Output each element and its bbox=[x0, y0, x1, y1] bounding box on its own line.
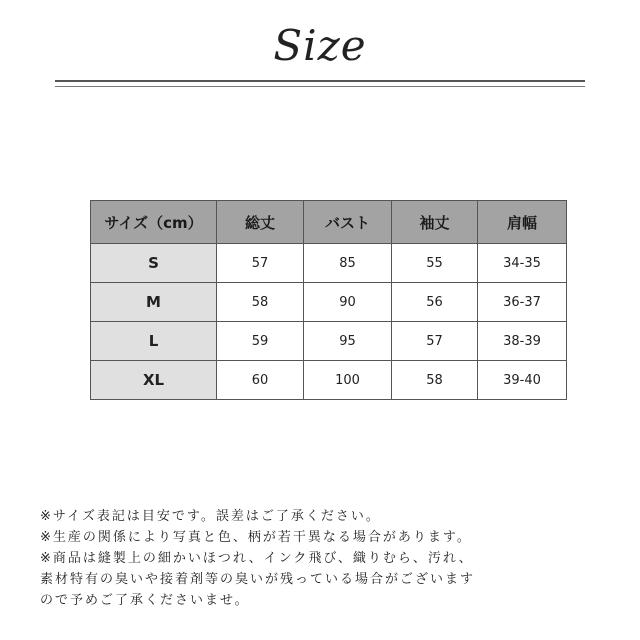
table-header-row bbox=[91, 201, 567, 244]
row-size-label: S bbox=[91, 244, 217, 283]
note-line: ※商品は縫製上の細かいほつれ、インク飛び、織りむら、汚れ、 bbox=[40, 551, 474, 566]
cell-length: 57 bbox=[217, 244, 304, 283]
title-divider-thin bbox=[55, 86, 585, 87]
cell-shoulder: 38-39 bbox=[478, 322, 567, 361]
row-size-label: M bbox=[91, 283, 217, 322]
cell-bust: 100 bbox=[304, 361, 392, 400]
table-row bbox=[91, 244, 567, 283]
cell-length: 60 bbox=[217, 361, 304, 400]
cell-bust: 95 bbox=[304, 322, 392, 361]
size-table bbox=[90, 200, 567, 400]
row-size-label: L bbox=[91, 322, 217, 361]
cell-shoulder: 39-40 bbox=[478, 361, 567, 400]
header-bust: バスト bbox=[304, 201, 392, 244]
table-row bbox=[91, 283, 567, 322]
cell-sleeve: 55 bbox=[392, 244, 478, 283]
cell-sleeve: 58 bbox=[392, 361, 478, 400]
table-row bbox=[91, 322, 567, 361]
cell-sleeve: 56 bbox=[392, 283, 478, 322]
cell-shoulder: 36-37 bbox=[478, 283, 567, 322]
note-line: ※サイズ表記は目安です。誤差はご了承ください。 bbox=[40, 509, 381, 524]
cell-shoulder: 34-35 bbox=[478, 244, 567, 283]
cell-bust: 90 bbox=[304, 283, 392, 322]
note-line: ので予めご了承くださいませ。 bbox=[40, 593, 250, 608]
cell-sleeve: 57 bbox=[392, 322, 478, 361]
notes-block bbox=[40, 506, 620, 611]
note-line: ※生産の関係により写真と色、柄が若干異なる場合があります。 bbox=[40, 530, 472, 545]
header-size: サイズ（cm） bbox=[91, 201, 217, 244]
cell-length: 58 bbox=[217, 283, 304, 322]
row-size-label: XL bbox=[91, 361, 217, 400]
header-length: 総丈 bbox=[217, 201, 304, 244]
header-sleeve: 袖丈 bbox=[392, 201, 478, 244]
note-line: 素材特有の臭いや接着剤等の臭いが残っている場合がございます bbox=[40, 572, 476, 587]
page-title: Size bbox=[273, 21, 367, 70]
title-divider-thick bbox=[55, 80, 585, 82]
cell-length: 59 bbox=[217, 322, 304, 361]
header-shoulder: 肩幅 bbox=[478, 201, 567, 244]
cell-bust: 85 bbox=[304, 244, 392, 283]
table-row bbox=[91, 361, 567, 400]
